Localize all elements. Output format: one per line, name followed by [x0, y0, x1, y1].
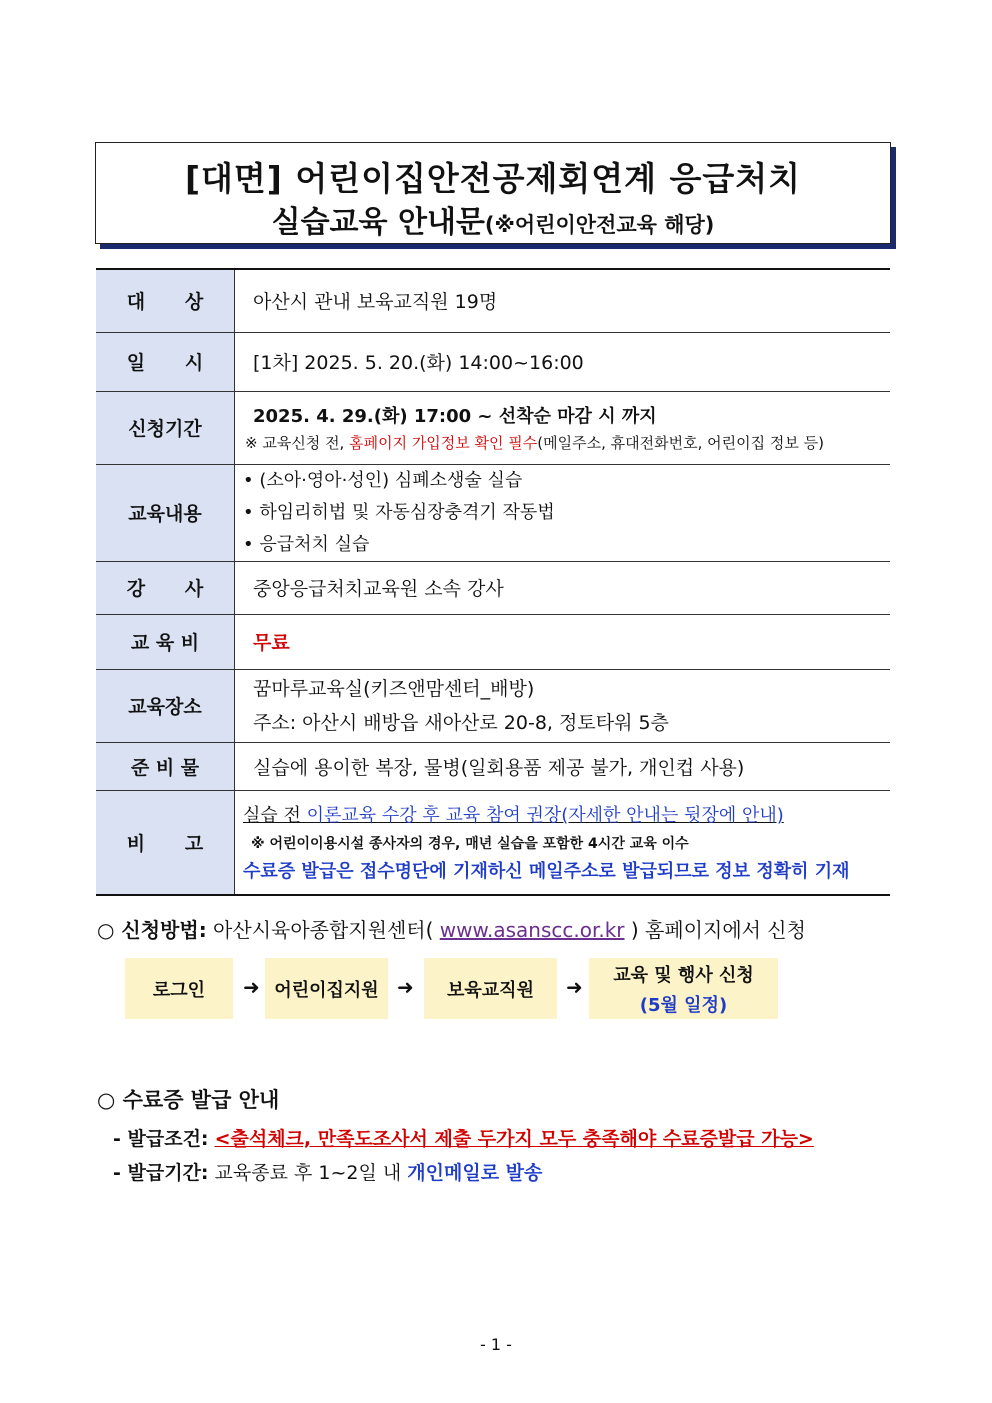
- value-fee: 무료: [235, 614, 891, 669]
- title-sub: (※어린이안전교육 해당): [484, 213, 715, 237]
- apply-note: ※ 교육신청 전, 홈페이지 가입정보 확인 필수(메일주소, 휴대전화번호, 어린이집 정보 등): [245, 434, 824, 452]
- title-line1: [대면] 어린이집안전공제회연계 응급처치: [184, 159, 802, 198]
- step-education-apply: [589, 958, 778, 1019]
- method-text: 아산시육아종합지원센터(: [206, 918, 440, 942]
- info-table: [96, 268, 890, 896]
- remarks-line2: ※ 어린이이용시설 종사자의 경우, 매년 실습을 포함한 4시간 교육 이수: [251, 836, 689, 853]
- row-target: [96, 269, 890, 332]
- step-daycare-support: 어린이집지원: [265, 958, 388, 1019]
- value-target: 아산시 관내 보육교직원 19명: [235, 269, 891, 332]
- certificate-heading: ○ 수료증 발급 안내: [97, 1088, 280, 1112]
- label-fee: 교 육 비: [96, 614, 235, 669]
- content-item: • 응급처치 실습: [243, 533, 370, 555]
- remarks-line1: 실습 전 이론교육 수강 후 교육 참여 권장(자세한 안내는 뒷장에 안내): [243, 805, 784, 827]
- content-item: • 하임리히법 및 자동심장충격기 작동법: [243, 501, 555, 523]
- apply-period: 2025. 4. 29.(화) 17:00 ~ 선착순 마감 시 까지: [253, 406, 657, 427]
- certificate-condition: - 발급조건: <출석체크, 만족도조사서 제출 두가지 모두 충족해야 수료증발급 가능>: [113, 1128, 814, 1150]
- row-place: [96, 669, 890, 742]
- value-prep: 실습에 용이한 복장, 물병(일회용품 제공 불가, 개인컵 사용): [235, 742, 891, 790]
- title-main: 실습교육 안내문: [271, 205, 485, 240]
- row-instructor: [96, 561, 890, 614]
- label-target: 대 상: [96, 269, 235, 332]
- row-content: [96, 464, 890, 561]
- row-prep: [96, 742, 890, 790]
- label-date: 일 시: [96, 332, 235, 391]
- value-remarks: [235, 790, 891, 895]
- row-date: [96, 332, 890, 391]
- page-number: - 1 -: [480, 1335, 512, 1354]
- arrow-icon: ➜: [243, 975, 260, 999]
- row-fee: [96, 614, 890, 669]
- label-instructor: 강 사: [96, 561, 235, 614]
- step-login: 로그인: [125, 958, 233, 1019]
- title-box: [95, 142, 891, 244]
- content-item: • (소아·영아·성인) 심폐소생술 실습: [243, 469, 523, 491]
- title-line2: [96, 197, 890, 241]
- label-remarks: 비 고: [96, 790, 235, 895]
- value-date: [1차] 2025. 5. 20.(화) 14:00~16:00: [235, 332, 891, 391]
- arrow-icon: ➜: [397, 975, 414, 999]
- value-place: [235, 669, 891, 742]
- arrow-icon: ➜: [566, 975, 583, 999]
- place-name: 꿈마루교육실(키즈앤맘센터_배방): [253, 677, 535, 700]
- method-text-end: ) 홈페이지에서 신청: [624, 918, 806, 942]
- label-content: 교육내용: [96, 464, 235, 561]
- value-content: [235, 464, 891, 561]
- value-instructor: 중앙응급처치교육원 소속 강사: [235, 561, 891, 614]
- value-apply: [235, 391, 891, 464]
- method-label: ○ 신청방법:: [97, 918, 207, 942]
- step4-sub: (5월 일정): [639, 994, 728, 1016]
- step4-label: 교육 및 행사 신청: [613, 964, 754, 986]
- label-prep: 준 비 물: [96, 742, 235, 790]
- certificate-period: - 발급기간: 교육종료 후 1~2일 내 개인메일로 발송: [113, 1162, 543, 1184]
- label-apply: 신청기간: [96, 391, 235, 464]
- place-address: 주소: 아산시 배방읍 새아산로 20-8, 정토타워 5층: [253, 711, 669, 734]
- label-place: 교육장소: [96, 669, 235, 742]
- website-link[interactable]: www.asanscc.or.kr: [439, 918, 625, 942]
- row-remarks: [96, 790, 890, 895]
- apply-method: [97, 914, 806, 943]
- step-staff: 보육교직원: [424, 958, 557, 1019]
- row-apply: [96, 391, 890, 464]
- remarks-line3: 수료증 발급은 접수명단에 기재하신 메일주소로 발급되므로 정보 정확히 기재: [243, 861, 850, 883]
